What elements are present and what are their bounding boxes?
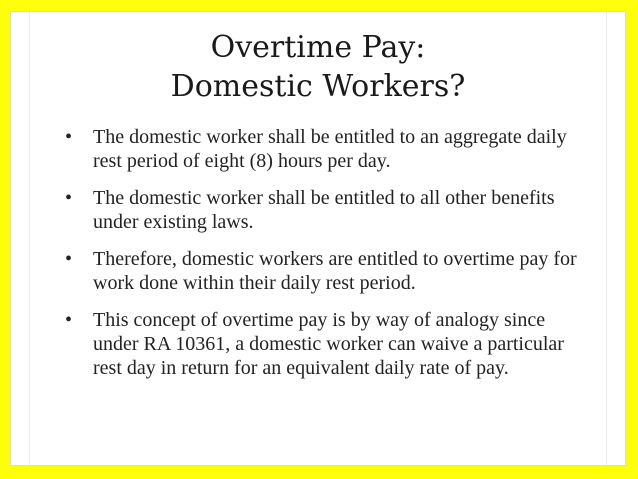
slide-title bbox=[11, 28, 625, 106]
title-line-1: Overtime Pay: bbox=[210, 30, 426, 65]
bullet-dot-icon: • bbox=[65, 126, 73, 148]
bullet-dot-icon: • bbox=[65, 187, 73, 209]
bullet-item bbox=[11, 186, 626, 234]
bullet-item bbox=[11, 247, 626, 295]
bullet-text: Therefore, domestic workers are entitled to overtime pay for work done within their daily rest period. bbox=[93, 248, 577, 294]
bullet-item bbox=[11, 125, 626, 173]
bullet-dot-icon: • bbox=[65, 248, 73, 270]
bullet-item bbox=[11, 308, 626, 380]
bullet-text: The domestic worker shall be entitled to an aggregate daily rest period of eight (8) hours per day. bbox=[93, 126, 567, 172]
bullet-list bbox=[11, 125, 626, 393]
bullet-text: The domestic worker shall be entitled to all other benefits under existing laws. bbox=[93, 187, 555, 233]
title-line-2: Domestic Workers? bbox=[170, 69, 466, 104]
bullet-dot-icon: • bbox=[65, 309, 73, 331]
slide bbox=[10, 11, 626, 466]
bullet-text: This concept of overtime pay is by way of analogy since under RA 10361, a domestic worker can waive a particular rest day in return for an equivalent daily rate of pay. bbox=[93, 309, 564, 379]
